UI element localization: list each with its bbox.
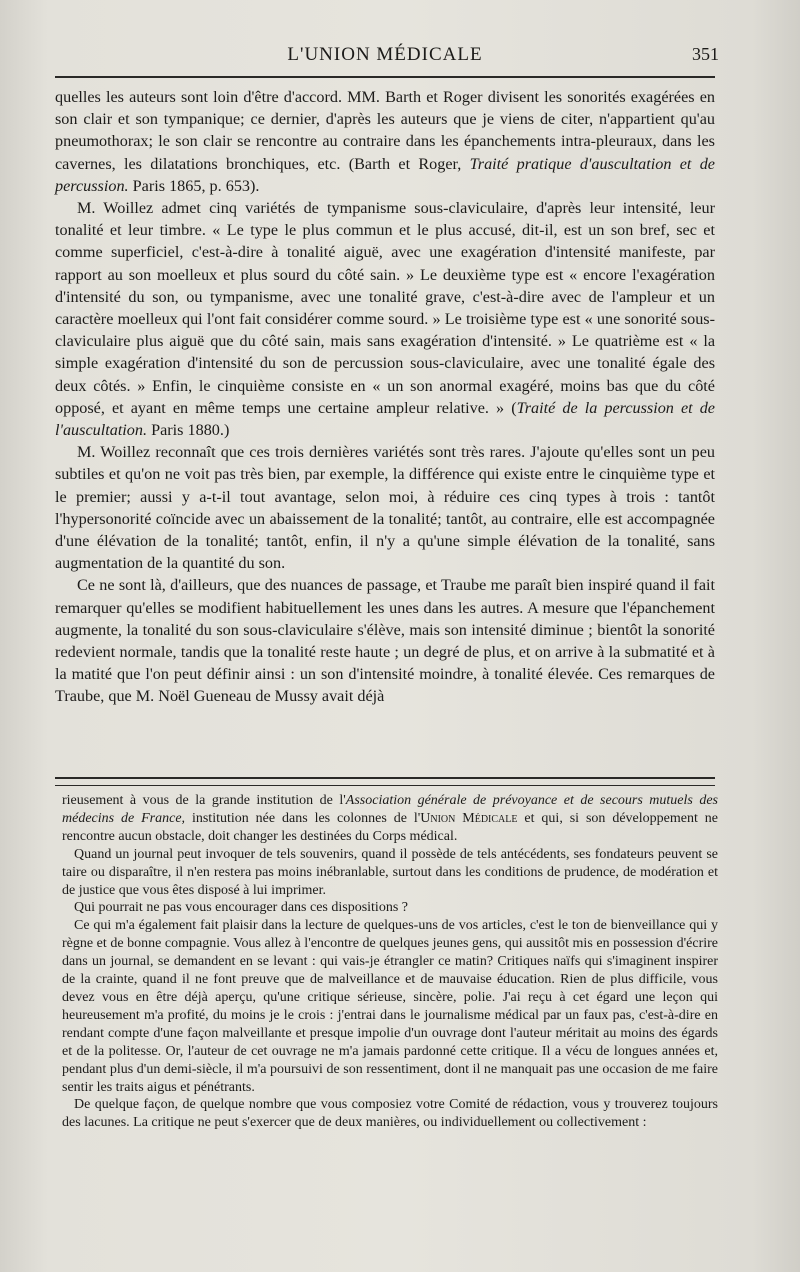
feuilleton-paragraph-2: Quand un journal peut invoquer de tels souvenirs, quand il possède de tels antécédents, ses fondateurs peuvent se taire ou disparaître, il n'en restera pas moins inébranlable, surtout dans les conditions de prudence, de modération et de justice que vous êtes disposé à lui imprimer. (62, 846, 718, 898)
paragraph-woillez-rare: M. Woillez reconnaît que ces trois dernières variétés sont très rares. J'ajoute qu'elles sont un peu subtiles et qu'on ne voit pas très bien, par exemple, la différence qui existe entre le cinquième type et le premier; aussi y a-t-il tout avantage, selon moi, à réduire ces cinq types à trois : tantôt l'hypersonorité coïncide avec un abaissement de la tonalité; tantôt, au contraire, elle est accompagnée d'une élévation de la tonalité; tantôt, enfin, il n'y a qu'une simple élévation de la tonalité, sans augmentation de la quantité du son. (55, 443, 715, 573)
running-title: L'UNION MÉDICALE (287, 44, 483, 65)
feuilleton-rule (55, 777, 715, 786)
page-number: 351 (692, 44, 719, 64)
paragraph-woillez-types: M. Woillez admet cinq variétés de tympanisme sous-claviculaire, d'après leur intensité, leur tonalité et leur timbre. « Le type le plus commun et le plus accusé, dit-il, est un son bref, sec et comme superficiel, c'est-à-dire à tonalité aiguë, avec une exagération d'intensité manifeste, par rapport au son moelleux et plus sourd du côté sain. » Le deuxième type est « encore l'exagération d'intensité du son, ou tympanisme, avec une tonalité grave, c'est-à-dire avec de l'ampleur et un caractère moelleux qui l'ont fait considérer comme sourd. » Le troisième type est « une sonorité sous-claviculaire plus aiguë que du côté sain, mais sans exagération d'intensité. » Le quatrième est « la simple exagération d'intensité du son de percussion sous-claviculaire, avec une tonalité égale des deux côtés. » Enfin, le cinquième consiste en « un son anormal exagéré, moins bas que du côté opposé, et ayant en même temps une certaine ampleur relative. » (Traité de la percussion et de l'auscultation. Paris 1880.) (55, 199, 715, 440)
feuilleton-paragraph-5: De quelque façon, de quelque nombre que vous composiez votre Comité de rédaction, vous y trouverez toujours des lacunes. La critique ne peut s'exercer que de deux manières, ou individuellement ou collectivement : (62, 1097, 718, 1131)
header-rule (55, 76, 715, 78)
paragraph-traube: Ce ne sont là, d'ailleurs, que des nuances de passage, et Traube me paraît bien inspiré quand il fait remarquer qu'elles se modifient habituellement les unes dans les autres. A mesure que l'épanchement augmente, la tonalité du son sous-claviculaire s'élève, mais son intensité diminue ; bientôt la sonorité redevient normale, tandis que la tonalité reste haute ; un degré de plus, et on arrive à la submatité et à la matité que l'on peut définir ainsi : un son d'intensité moindre, à tonalité élevée. Ces remarques de Traube, que M. Noël Gueneau de Mussy avait déjà (55, 576, 715, 706)
feuilleton-paragraph-1: rieusement à vous de la grande institution de l'Association générale de prévoyance et de secours mutuels des médecins de France, institution née dans les colonnes de l'Union Médicale et qui, si son développement ne rencontre aucun obstacle, doit changer les destinées du Corps médical. (62, 793, 718, 844)
paragraph-barth-roger: quelles les auteurs sont loin d'être d'accord. MM. Barth et Roger divisent les sonorités exagérées en son clair et son tympanique; ce dernier, d'après les auteurs que je viens de citer, n'appartient qu'au pneumothorax; le son clair se rencontre au contraire dans les épanchements intra-pleuraux, dans les cavernes, les dilatations bronchiques, etc. (Barth et Roger, Traité pratique d'auscultation et de percussion. Paris 1865, p. 653). (55, 88, 715, 195)
citation-barth-roger: Traité pratique d'auscultation et de percussion. (55, 154, 715, 195)
running-head (55, 42, 719, 72)
feuilleton-paragraph-3: Qui pourrait ne pas vous encourager dans ces dispositions ? (74, 900, 408, 916)
citation-woillez: Traité de la percussion et de l'auscultation. (55, 398, 715, 440)
feuilleton (62, 792, 718, 1132)
feuilleton-paragraph-4: Ce qui m'a également fait plaisir dans la lecture de quelques-uns de vos articles, c'est le ton de bienveillance qui y règne et de bonne compagnie. Vous allez à l'encontre de quelques jeunes gens, qui aussitôt mis en possession d'écrire dans un journal, se demandent en se levant : qui vais-je étrangler ce matin? Critiques naïfs qui s'imaginent inspirer de la crainte, quand il ne font preuve que de malveillance et de mauvaise éducation. Rien de plus difficile, vous devez vous en être déjà aperçu, qu'une critique sérieuse, sincère, polie. J'ai reçu à cet égard une leçon qui heureusement m'a profité, du moins je le crois : j'entrai dans le journalisme médical par un faux pas, c'est-à-dire en rendant compte d'une façon malveillante et presque impolie d'un ouvrage dont l'auteur méritait au moins des égards et de la politesse. Or, l'auteur de cet ouvrage ne m'a jamais pardonné cette critique. Il a vécu de longues années et, pendant plus d'un demi-siècle, il m'a poursuivi de son ressentiment, dont il ne manquait pas une occasion de me faire sentir les traits aigus et pénétrants. (62, 918, 718, 1095)
main-text (55, 86, 715, 708)
